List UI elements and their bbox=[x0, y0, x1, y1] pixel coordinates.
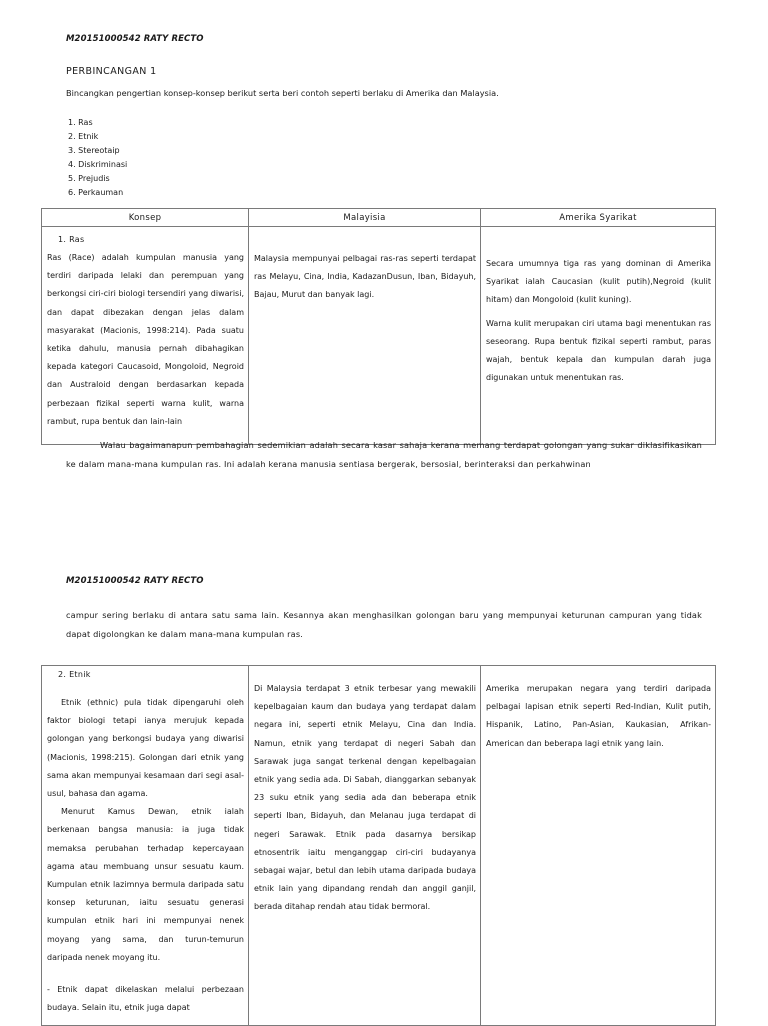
concept-table-etnik bbox=[41, 665, 716, 1026]
author-header: M20151000542 RATY RECTO bbox=[66, 34, 204, 44]
body-paragraph: Walau bagaimanapun pembahagian sedemikian adalah secara kasar sahaja kerana memang terdapat golongan yang sukar diklasifikasikan ke dalam mana-mana kumpulan ras. Ini adalah kerana manusia sentiasa bergerak, bersosial, berinteraksi dan perkahwinan bbox=[66, 440, 702, 469]
concept-table-ras bbox=[41, 208, 716, 445]
list-item: 6. Perkauman bbox=[68, 188, 124, 197]
list-item: 5. Prejudis bbox=[68, 174, 110, 183]
cell-konsep bbox=[42, 666, 249, 1026]
amerika-text: Amerika merupakan negara yang terdiri daripada pelbagai lapisan etnik seperti Red-Indian, Kulit putih, Hispanik, Latino, Pan-Asian, Kaukasian, Afrikan-American dan beberapa lagi etnik yang lain. bbox=[486, 684, 711, 748]
malaysia-text: Di Malaysia terdapat 3 etnik terbesar yang mewakili kepelbagaian kaum dan budaya yang terdapat dalam negara ini, seperti etnik Melayu, Cina dan India. Namun, etnik yang terdapat di negeri Sabah dan Sarawak juga sangat terkenal dengan kepelbagaian etnik yang sedia ada. Di Sabah, dianggarkan sebanyak 23 suku etnik yang sedia ada dan beberapa etnik seperti Iban, Bidayuh, dan Melanau juga terdapat di negeri Sarawak. Etnik pada dasarnya bersikap etnosentrik iaitu menganggap ciri-ciri budayanya sebagai wajar, betul dan lebih utama daripada budaya etnik lain yang dipandang rendah dan anggil ganjil, berada ditahap rendah atau tidak bermoral. bbox=[254, 684, 476, 912]
list-item: 3. Stereotaip bbox=[68, 146, 120, 155]
concept-list bbox=[68, 116, 127, 200]
cell-malaysia bbox=[249, 227, 481, 445]
malaysia-text: Malaysia mempunyai pelbagai ras-ras seperti terdapat ras Melayu, Cina, India, KadazanDusun, Iban, Bidayuh, Bajau, Murut dan banyak lagi. bbox=[254, 254, 476, 300]
cell-amerika bbox=[481, 227, 716, 445]
cell-amerika bbox=[481, 666, 716, 1026]
body-paragraph: campur sering berlaku di antara satu sama lain. Kesannya akan menghasilkan golongan baru yang mempunyai keturunan campuran yang tidak dapat digolongkan ke dalam mana-mana kumpulan ras. bbox=[66, 610, 702, 639]
list-item: 1. Ras bbox=[68, 118, 93, 127]
cell-konsep bbox=[42, 227, 249, 445]
section-heading: PERBINCANGAN 1 bbox=[66, 66, 157, 77]
konsep-text: - Etnik dapat dikelaskan melalui perbezaan budaya. Selain itu, etnik juga dapat bbox=[47, 985, 244, 1013]
table-header-konsep: Konsep bbox=[42, 209, 249, 227]
amerika-text: Secara umumnya tiga ras yang dominan di Amerika Syarikat ialah Caucasian (kulit putih),Negroid (kulit hitam) dan Mongoloid (kulit kuning). bbox=[486, 259, 711, 305]
konsep-text: Menurut Kamus Dewan, etnik ialah berkenaan bangsa manusia: ia juga tidak memaksa perubahan terhadap kepercayaan agama atau membuang unsur sesuatu kaum. Kumpulan etnik lazimnya bermula daripada satu konsep keturunan, iaitu sesuatu generasi kumpulan etnik hari ini mempunyai nenek moyang yang sama, dan turun-temurun daripada nenek moyang itu. bbox=[47, 807, 244, 962]
table-header-malaysia: Malayisia bbox=[249, 209, 481, 227]
row-title: 2. Etnik bbox=[58, 670, 91, 679]
konsep-text: Ras (Race) adalah kumpulan manusia yang terdiri daripada lelaki dan perempuan yang berkongsi ciri-ciri biologi tersendiri yang diwarisi, dan dapat dibezakan dengan jelas dalam masyarakat (Macionis, 1998:214). Pada suatu ketika dahulu, manusia pernah dibahagikan kepada kategori Caucasoid, Mongoloid, Negroid dan Australoid dengan berdasarkan kepada perbezaan fizikal seperti warna kulit, warna rambut, rupa bentuk dan lain-lain bbox=[47, 253, 244, 426]
konsep-text: Etnik (ethnic) pula tidak dipengaruhi oleh faktor biologi tetapi ianya merujuk kepada golongan yang berkongsi budaya yang diwarisi (Macionis, 1998:215). Golongan dari etnik yang sama akan mempunyai kesamaan dari segi asal-usul, bahasa dan agama. bbox=[47, 698, 244, 799]
list-item: 4. Diskriminasi bbox=[68, 160, 128, 169]
row-title: 1. Ras bbox=[58, 235, 85, 244]
author-header: M20151000542 RATY RECTO bbox=[66, 576, 204, 586]
list-item: 2. Etnik bbox=[68, 132, 99, 141]
cell-malaysia bbox=[249, 666, 481, 1026]
question-text: Bincangkan pengertian konsep-konsep berikut serta beri contoh seperti berlaku di Amerika dan Malaysia. bbox=[66, 88, 499, 98]
amerika-text: Warna kulit merupakan ciri utama bagi menentukan ras seseorang. Rupa bentuk fizikal seperti rambut, paras wajah, bentuk kepala dan kumpulan darah juga digunakan untuk menentukan ras. bbox=[486, 318, 711, 383]
table-header-amerika: Amerika Syarikat bbox=[481, 209, 716, 227]
